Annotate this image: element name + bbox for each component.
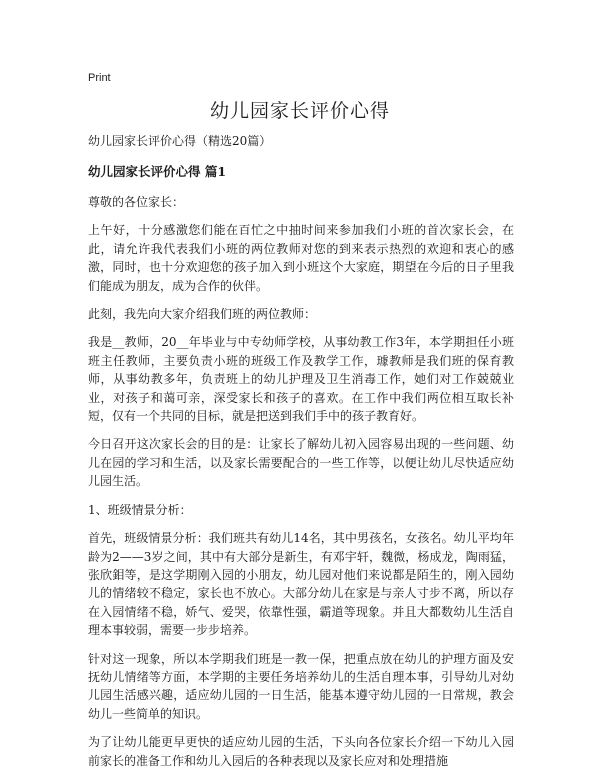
paragraph-intro-teachers: 此刻，我先向大家介绍我们班的两位教师： [88,307,317,322]
paragraph-teacher-details: 我是__教师，20__年毕业与中专幼师学校，从事幼教工作3年，本学期担任小班班主任教师，主要负责小班的班级工作及教学工作，璩教师是我们班的保育教师，从事幼教多年，负责班上的幼儿护理及卫生消毒工作，她们对工作兢兢业业，对孩子和蔼可亲，深受家长和孩子的喜欢。在工作中我们两位相互取长补短，仅有一个共同的目标，就是把送到我们手中的孩子教育好。 [88,335,514,424]
page-title: 幼儿园家长评价心得 [209,100,390,122]
paragraph-focus: 针对这一现象，所以本学期我们班是一教一保，把重点放在幼儿的护理方面及安抚幼儿情绪等方面，本学期的主要任务培养幼儿的生活自理本事，引导幼儿对幼儿园生活感兴趣，适应幼儿园的一日生活，能基本遵守幼儿园的一日常规，教会幼儿一些简单的知识。 [88,651,514,721]
paragraph-welcome: 上午好，十分感激您们能在百忙之中抽时间来参加我们小班的首次家长会，在此，请允许我代表我们小班的两位教师对您的到来表示热烈的欢迎和衷心的感激，同时，也十分欢迎您的孩子加入到小班这个大家庭，期望在今后的日子里我们能成为朋友，成为合作的伙伴。 [88,223,514,293]
document-body [88,132,514,780]
section-heading: 幼儿园家长评价心得 篇1 [88,164,227,179]
print-label[interactable]: Print [88,72,111,84]
paragraph-class-analysis-heading: 1、班级情景分析： [88,502,192,517]
paragraph-meeting-purpose: 今日召开这次家长会的目的是：让家长了解幼儿初入园容易出现的一些问题、幼儿在园的学习和生活，以及家长需要配合的一些工作等，以便让幼儿尽快适应幼儿园生活。 [88,437,514,489]
paragraph-greeting: 尊敬的各位家长： [88,195,185,209]
paragraph-preparation: 为了让幼儿能更早更快的适应幼儿园的生活，下头向各位家长介绍一下幼儿入园前家长的准备工作和幼儿入园后的各种表现以及家长应对和处理措施 [88,735,514,768]
paragraph-class-analysis: 首先，班级情景分析：我们班共有幼儿14名，其中男孩名，女孩名。幼儿平均年龄为2——3岁之间，其中有大部分是新生，有邓宇轩，魏微，杨成龙，陶雨猛，张欣鉬等，是这学期刚入园的小朋友，幼儿园对他们来说都是陌生的，刚入园幼儿的情绪较不稳定，家长也不放心。大部分幼儿在家是与亲人寸步不离，所以存在入园情绪不稳，娇气、爱哭，依靠性强，霸道等现象。并且大都数幼儿生活自理本事较弱，需要一步步培养。 [88,531,514,638]
document-subtitle: 幼儿园家长评价心得（精选20篇） [88,134,272,148]
